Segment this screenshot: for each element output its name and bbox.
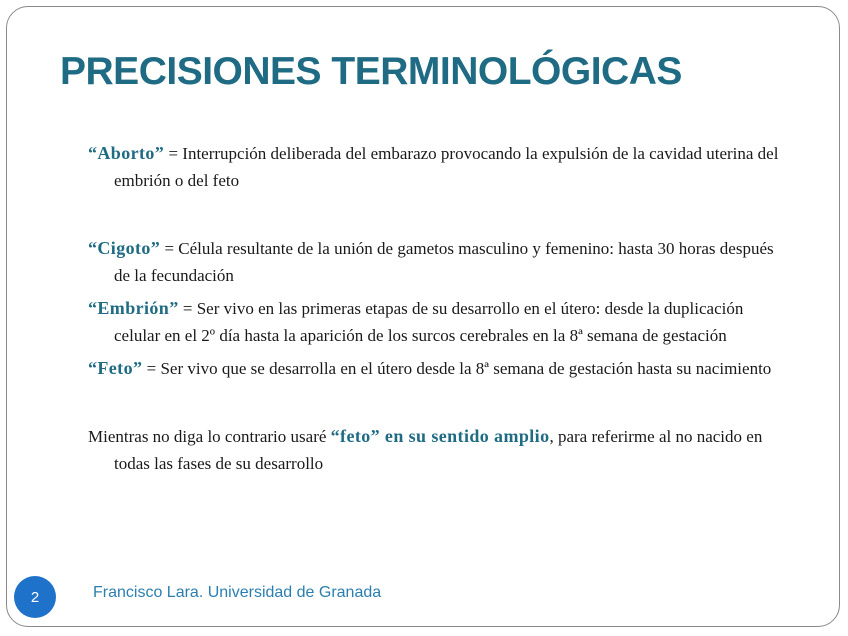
spacer <box>88 194 788 235</box>
definition-term: “Cigoto” <box>88 238 161 258</box>
slide-content <box>88 140 788 477</box>
note-text-before: Mientras no diga lo contrario usaré <box>88 427 331 446</box>
usage-note <box>88 423 788 477</box>
definition-text: = Interrupción deliberada del embarazo provocando la expulsión de la cavidad uterina del embrión o del feto <box>114 144 779 190</box>
definition-cigoto <box>88 235 788 289</box>
slide-number-badge <box>14 576 56 618</box>
definition-text: = Ser vivo que se desarrolla en el útero desde la 8ª semana de gestación hasta su nacimiento <box>142 359 772 378</box>
slide-number: 2 <box>30 588 40 606</box>
definition-text: = Célula resultante de la unión de gametos masculino y femenino: hasta 30 horas después de la fecundación <box>114 239 774 285</box>
slide-title: PRECISIONES TERMINOLÓGICAS <box>60 50 682 93</box>
footer-author: Francisco Lara. Universidad de Granada <box>93 584 382 601</box>
definition-aborto <box>88 140 788 194</box>
definition-term: “Embrión” <box>88 298 179 318</box>
definition-embrion <box>88 295 788 349</box>
definition-term: “Feto” <box>88 358 143 378</box>
note-emphasis: “feto” en su sentido amplio <box>330 426 550 446</box>
definition-term: “Aborto” <box>88 143 165 163</box>
definition-text: = Ser vivo en las primeras etapas de su desarrollo en el útero: desde la duplicación celular en el 2º día hasta la aparición de los surcos cerebrales en la 8ª semana de gestación <box>114 299 744 345</box>
definition-feto <box>88 355 788 382</box>
spacer <box>88 382 788 423</box>
note-text-after: , para referirme al no nacido en todas las fases de su desarrollo <box>114 427 763 473</box>
